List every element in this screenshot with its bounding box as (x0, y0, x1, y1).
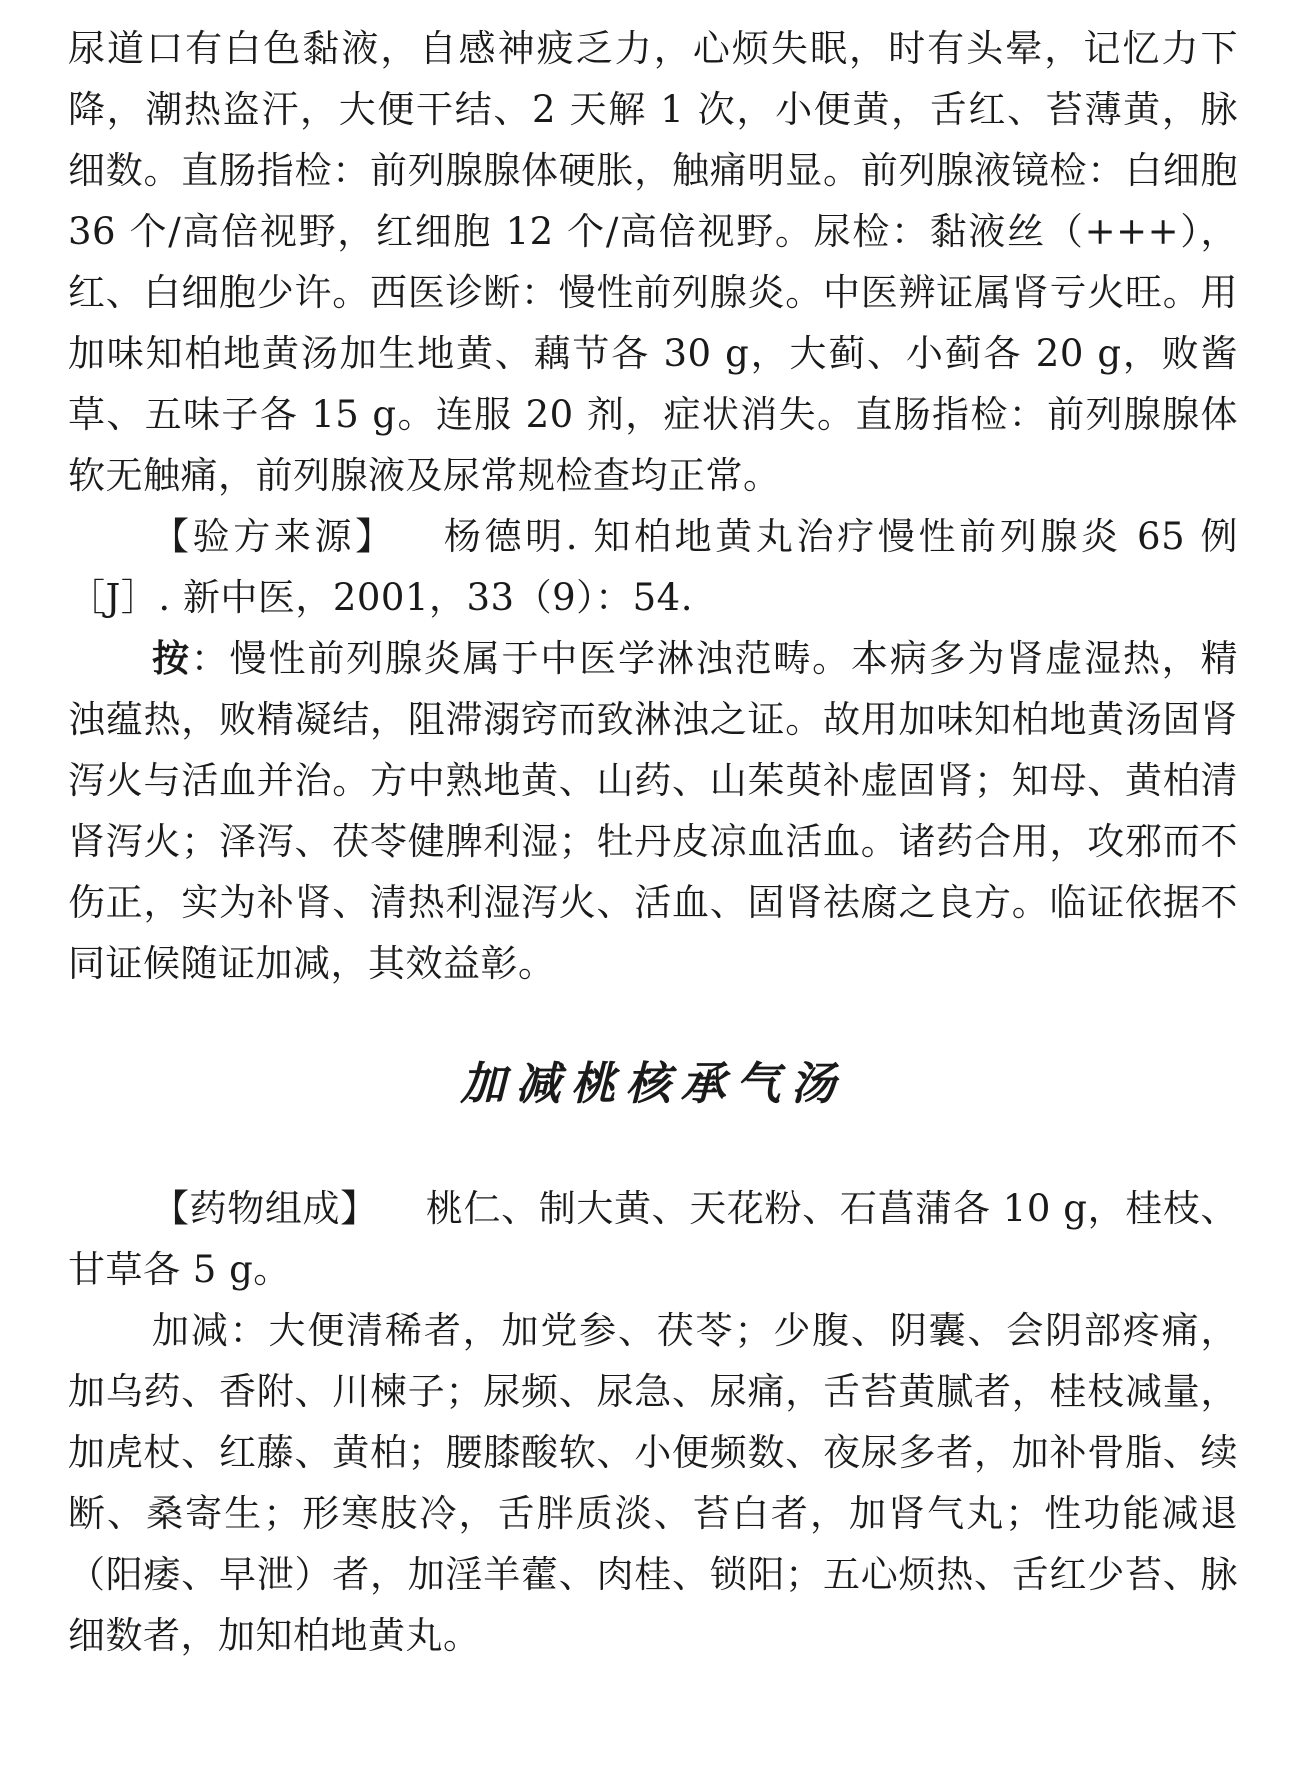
composition-paragraph (68, 1178, 1238, 1300)
source-label: 【验方来源】 (152, 515, 396, 558)
source-paragraph (68, 506, 1238, 628)
modifications-paragraph: 加减：大便清稀者，加党参、茯苓；少腹、阴囊、会阴部疼痛，加乌药、香附、川楝子；尿频、尿急、尿痛，舌苔黄腻者，桂枝减量，加虎杖、红藤、黄柏；腰膝酸软、小便频数、夜尿多者，加补骨脂、续断、桑寄生；形寒肢冷，舌胖质淡、苔白者，加肾气丸；性功能减退（阳痿、早泄）者，加淫羊藿、肉桂、锁阳；五心烦热、舌红少苔、脉细数者，加知柏地黄丸。 (68, 1309, 1238, 1657)
note-paragraph (68, 628, 1238, 994)
note-text: ：慢性前列腺炎属于中医学淋浊范畴。本病多为肾虚湿热，精浊蕴热，败精凝结，阻滞溺窍而致淋浊之证。故用加味知柏地黄汤固肾泻火与活血并治。方中熟地黄、山药、山茱萸补虚固肾；知母、黄柏清肾泻火；泽泻、茯苓健脾利湿；牡丹皮凉血活血。诸药合用，攻邪而不伤正，实为补肾、清热利湿泻火、活血、固肾祛腐之良方。临证依据不同证候随证加减，其效益彰。 (68, 637, 1239, 985)
composition-label: 【药物组成】 (152, 1187, 378, 1230)
source-text: 杨德明. 知柏地黄丸治疗慢性前列腺炎 65 例［J］. 新中医，2001，33（9）：54. (68, 515, 1239, 619)
case-continuation-paragraph: 尿道口有白色黏液，自感神疲乏力，心烦失眠，时有头晕，记忆力下降，潮热盗汗，大便干结、2 天解 1 次，小便黄，舌红、苔薄黄，脉细数。直肠指检：前列腺腺体硬胀，触痛明显。前列腺液镜检：白细胞 36 个/高倍视野，红细胞 12 个/高倍视野。尿检：黏液丝（+++），红、白细胞少许。西医诊断：慢性前列腺炎。中医辨证属肾亏火旺。用加味知柏地黄汤加生地黄、藕节各 30 g，大蓟、小蓟各 20 g，败酱草、五味子各 15 g。连服 20 剂，症状消失。直肠指检：前列腺腺体软无触痛，前列腺液及尿常规检查均正常。 (68, 27, 1238, 497)
composition-text: 桃仁、制大黄、天花粉、石菖蒲各 10 g，桂枝、甘草各 5 g。 (68, 1187, 1238, 1291)
document-page (68, 18, 1238, 1666)
note-label: 按 (152, 636, 191, 680)
section-title: 加减桃核承气汤 (460, 1057, 846, 1110)
